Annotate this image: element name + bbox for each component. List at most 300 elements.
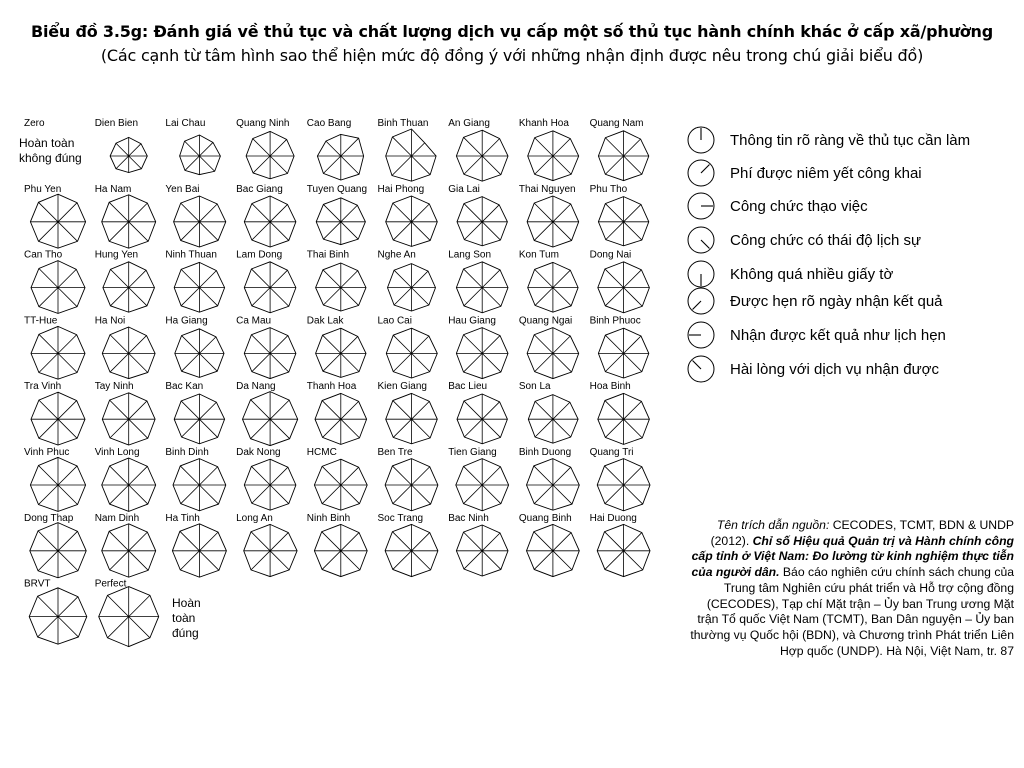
star-label-an-giang: An Giang [448, 118, 490, 129]
star-ray-bac-lieu-2 [482, 402, 499, 419]
star-ray-thanh-hoa-8 [322, 401, 341, 420]
star-ray-quang-binh-8 [534, 532, 553, 551]
star-ray-quang-ninh-4 [270, 156, 287, 173]
star-label-ha-tinh: Ha Tinh [165, 512, 200, 524]
star-ray-hcmc-6 [322, 485, 341, 504]
star-ray-brvt-4 [58, 617, 78, 637]
star-ray-thai-nguyen-6 [534, 222, 553, 241]
star-ray-soc-trang-8 [392, 532, 411, 551]
star-ray-binh-dinh-8 [180, 466, 199, 485]
star-ray-nam-dinh-4 [129, 551, 149, 571]
star-ray-dak-lak-2 [341, 336, 358, 353]
star-label-nam-dinh: Nam Dinh [94, 512, 140, 524]
star-ray-thai-nguyen-2 [553, 204, 571, 222]
star-ray-soc-trang-2 [412, 533, 430, 551]
star-ray-ha-nam-6 [109, 222, 129, 242]
star-ray-tra-vinh-8 [39, 400, 58, 419]
star-nghe-an [378, 250, 436, 311]
star-label-quang-binh: Quang Binh [518, 512, 572, 524]
star-ray-gia-lai-4 [482, 222, 500, 240]
legend-key-6 [686, 286, 716, 316]
star-ray-ninh-thuan-4 [199, 288, 217, 306]
star-ray-phu-yen-4 [58, 222, 78, 242]
star-dien-bien [95, 118, 148, 173]
star-ray-dien-bien-8 [116, 143, 129, 156]
star-ray-ninh-binh-8 [322, 532, 341, 551]
star-ray-nghe-an-2 [412, 271, 429, 288]
star-label-nghe-an: Nghe An [377, 249, 416, 261]
star-ray-brvt-8 [38, 596, 58, 616]
star-ray-tuyen-quang-4 [341, 222, 358, 239]
star-ray-nam-dinh-6 [110, 551, 129, 570]
star-ray-gia-lai-2 [482, 205, 499, 222]
star-ray-cao-bang-6 [323, 156, 340, 173]
star-ray-binh-phuoc-8 [605, 335, 623, 353]
star-ray-tra-vinh-6 [39, 419, 58, 438]
star-lao-cai [378, 315, 438, 378]
legend-key-5 [686, 259, 716, 289]
star-ray-quang-ninh-6 [253, 156, 270, 173]
star-ray-ha-giang-6 [182, 353, 200, 371]
star-ray-hai-duong-6 [605, 551, 624, 570]
star-binh-dinh [165, 447, 225, 511]
star-ray-khanh-hoa-8 [535, 138, 553, 156]
citation-authors: CECODES, TCMT, BDN & UNDP (2012). [710, 518, 1014, 548]
citation-lead: Tên trích dẫn nguồn: [716, 518, 830, 532]
star-ray-hau-giang-4 [482, 353, 501, 372]
star-ray-hoa-binh-8 [605, 401, 624, 420]
star-bac-kan [165, 381, 224, 444]
star-label-soc-trang: Soc Trang [377, 512, 424, 524]
star-ray-ha-noi-4 [129, 353, 148, 372]
star-label-ha-noi: Ha Noi [94, 315, 126, 327]
star-ray-kien-giang-8 [393, 401, 412, 420]
star-ray-vinh-long-6 [110, 485, 129, 504]
star-ray-binh-phuoc-6 [605, 353, 623, 371]
star-ray-hai-duong-8 [605, 532, 624, 551]
star-ray-ha-noi-6 [110, 353, 129, 372]
star-ray-an-giang-6 [464, 156, 482, 174]
star-label-bac-kan: Bac Kan [165, 381, 204, 393]
star-tra-vinh [24, 381, 85, 445]
star-ray-thai-nguyen-4 [553, 222, 572, 241]
star-label-gia-lai: Gia Lai [448, 183, 480, 195]
star-label-dien-bien: Dien Bien [94, 118, 139, 129]
star-ray-dak-lak-4 [341, 353, 359, 371]
star-ray-hai-duong-4 [624, 551, 643, 570]
star-ray-phu-tho-8 [605, 204, 623, 222]
star-ray-binh-duong-4 [553, 485, 572, 504]
star-ray-dien-bien-6 [116, 156, 129, 169]
star-son-la [519, 381, 578, 443]
star-label-tuyen-quang: Tuyen Quang [306, 183, 368, 195]
star-lam-dong [236, 250, 296, 313]
star-ray-binh-dinh-4 [199, 485, 218, 504]
star-ray-dong-nai-8 [605, 269, 624, 288]
citation-body: Báo cáo nghiên cứu chính sách chung của Trung tâm Nghiên cứu phát triển và Hỗ trợ cộng đồng (CECODES), Tạp chí Mặt trận – Ủy ban Trung ương Mặt trận Tổ quốc Việt Nam (TCMT), Ban Dân nguyện – Ủy ban thường vụ Quốc hội (BDN), và Chương trình Phát triển Liên Hợp quốc (UNDP). Hà Nội, Việt Nam, tr. 87 [690, 565, 1014, 658]
star-ray-hai-phong-6 [393, 222, 411, 240]
star-hau-giang [448, 315, 508, 378]
star-ray-bac-kan-2 [199, 402, 216, 419]
star-ray-dong-thap-8 [38, 531, 58, 551]
star-ca-mau [236, 315, 296, 378]
star-quang-ngai [519, 315, 579, 378]
star-ray-khanh-hoa-6 [535, 156, 553, 174]
legend-label-6: Được hẹn rõ ngày nhận kết quả [730, 292, 943, 310]
star-ray-lao-cai-6 [393, 353, 411, 371]
star-ray-ca-mau-8 [251, 335, 270, 354]
star-ray-phu-yen-2 [58, 203, 77, 222]
star-ray-tay-ninh-8 [110, 400, 129, 419]
star-ray-hau-giang-8 [464, 335, 483, 354]
star-ray-vinh-long-4 [129, 485, 148, 504]
star-ray-dak-lak-8 [323, 335, 341, 353]
star-ray-long-an-2 [270, 533, 288, 551]
star-ray-phu-yen-6 [38, 222, 58, 242]
star-ray-kon-tum-2 [553, 270, 570, 287]
star-hoa-binh [590, 381, 650, 444]
star-ray-ninh-thuan-6 [181, 288, 199, 306]
star-ray-bac-ninh-2 [482, 533, 500, 551]
star-ray-ha-tinh-8 [180, 531, 200, 551]
legend-key-1 [686, 125, 716, 155]
star-hai-duong [590, 513, 650, 577]
star-label-kien-giang: Kien Giang [377, 381, 427, 393]
star-ray-dong-thap-4 [58, 551, 78, 571]
star-ray-lam-dong-8 [251, 269, 270, 288]
star-ray-vinh-phuc-6 [38, 485, 58, 505]
star-label-ha-giang: Ha Giang [165, 315, 208, 327]
star-ray-dien-bien-4 [129, 156, 142, 169]
star-label-hoa-binh: Hoa Binh [589, 381, 631, 393]
star-label-hai-phong: Hai Phong [377, 183, 425, 195]
star-quang-nam [590, 118, 649, 181]
star-ray-ha-giang-4 [199, 353, 217, 371]
star-ray-binh-duong-6 [534, 485, 553, 504]
star-ray-quang-tri-6 [605, 485, 624, 504]
star-label-phu-tho: Phu Tho [589, 183, 628, 195]
star-ray-nam-dinh-8 [109, 531, 129, 551]
star-ray-bac-giang-2 [270, 204, 287, 221]
star-ray-perfect-2 [129, 595, 150, 616]
star-zero [24, 118, 45, 129]
star-ray-khanh-hoa-4 [553, 156, 571, 174]
star-label-vinh-phuc: Vinh Phuc [24, 447, 70, 458]
star-ray-long-an-6 [251, 551, 270, 570]
legend-label-7: Nhận được kết quả như lịch hẹn [730, 326, 946, 344]
legend-key-4 [686, 225, 716, 255]
star-kien-giang [378, 381, 438, 444]
star-ray-quang-ninh-2 [270, 139, 287, 156]
star-ray-hcmc-8 [322, 466, 341, 485]
star-ray-ha-nam-2 [129, 203, 148, 222]
star-ray-bac-ninh-6 [464, 551, 482, 569]
star-ray-tien-giang-6 [464, 485, 483, 504]
star-ray-kon-tum-6 [535, 288, 553, 306]
star-ray-dong-thap-6 [38, 551, 58, 571]
star-ray-tuyen-quang-8 [323, 204, 340, 221]
star-label-binh-thuan: Binh Thuan [377, 118, 429, 129]
legend-key-7 [686, 320, 716, 350]
star-ray-lao-cai-2 [412, 336, 429, 353]
star-ray-perfect-4 [129, 617, 150, 638]
star-dak-lak [307, 315, 366, 377]
star-ray-hoa-binh-2 [624, 401, 642, 419]
star-ray-vinh-phuc-4 [58, 485, 78, 505]
star-ray-ha-giang-2 [199, 337, 216, 354]
star-ray-hoa-binh-6 [605, 419, 623, 437]
star-ray-tay-ninh-4 [129, 419, 148, 438]
star-label-dong-thap: Dong Thap [24, 512, 74, 524]
star-phu-tho [590, 184, 649, 246]
legend-label-8: Hài lòng với dịch vụ nhận được [730, 360, 939, 378]
star-ray-ha-nam-8 [109, 202, 129, 222]
star-thai-binh [307, 250, 366, 311]
star-ray-bac-lieu-6 [464, 419, 482, 437]
star-ray-gia-lai-8 [464, 204, 482, 222]
star-ray-hai-phong-2 [412, 204, 430, 222]
star-ray-bac-ninh-8 [464, 532, 483, 551]
star-ray-lam-dong-6 [252, 288, 270, 306]
perfect-reference-label: Hoàn toàn đúng [172, 596, 201, 640]
star-label-thai-nguyen: Thai Nguyen [518, 183, 576, 195]
star-label-tien-giang: Tien Giang [448, 447, 497, 458]
star-ray-an-giang-2 [482, 139, 499, 156]
star-ray-ha-tinh-4 [199, 551, 219, 571]
star-label-dak-nong: Dak Nong [236, 447, 281, 458]
star-ray-ca-mau-6 [252, 353, 270, 371]
star-ray-quang-nam-8 [605, 138, 623, 156]
star-ray-hau-giang-2 [482, 336, 500, 354]
star-ray-dak-nong-6 [252, 485, 270, 503]
star-label-bac-lieu: Bac Lieu [448, 381, 488, 393]
star-quang-ninh [236, 118, 294, 179]
star-ray-lam-dong-4 [270, 288, 289, 307]
star-ray-thanh-hoa-4 [341, 419, 360, 438]
star-ray-quang-binh-2 [553, 533, 571, 551]
star-ray-lai-chau-2 [199, 142, 213, 156]
star-bac-giang [236, 184, 296, 247]
star-ha-noi [95, 315, 155, 378]
star-label-hai-duong: Hai Duong [589, 512, 637, 524]
star-label-lam-dong: Lam Dong [236, 249, 283, 261]
star-label-quang-nam: Quang Nam [589, 118, 644, 129]
star-ray-cao-bang-8 [326, 141, 341, 156]
star-ray-ben-tre-2 [412, 467, 430, 485]
star-ray-binh-duong-2 [553, 467, 571, 485]
star-label-dak-lak: Dak Lak [306, 315, 344, 327]
star-ray-quang-tri-4 [624, 485, 643, 504]
star-ray-binh-duong-8 [534, 466, 553, 485]
star-ray-lang-son-2 [482, 270, 500, 288]
star-ray-khanh-hoa-2 [553, 139, 570, 156]
star-ray-phu-yen-8 [38, 202, 58, 222]
star-ray-lang-son-8 [464, 269, 483, 288]
star-ray-bac-kan-6 [182, 419, 200, 437]
star-ray-thai-binh-8 [323, 270, 341, 288]
star-thai-nguyen [519, 184, 579, 247]
star-label-binh-phuoc: Binh Phuoc [589, 315, 641, 327]
star-ray-quang-ngai-4 [553, 353, 572, 372]
star-bac-lieu [448, 381, 507, 444]
star-label-bac-giang: Bac Giang [236, 183, 283, 195]
star-ray-an-giang-8 [464, 137, 483, 156]
star-khanh-hoa [519, 118, 579, 181]
star-ray-son-la-4 [553, 419, 571, 437]
star-ray-phu-tho-6 [606, 222, 624, 240]
star-ray-binh-dinh-2 [199, 467, 217, 485]
star-ray-ben-tre-6 [393, 485, 412, 504]
star-ray-yen-bai-4 [199, 222, 218, 241]
star-dong-thap [24, 513, 86, 578]
star-ray-ninh-binh-2 [341, 533, 359, 551]
star-ray-thanh-hoa-2 [341, 401, 359, 419]
star-dak-nong [236, 447, 296, 510]
star-soc-trang [378, 513, 438, 577]
star-ray-kien-giang-6 [393, 419, 411, 437]
source-citation [688, 518, 1014, 659]
star-binh-duong [519, 447, 579, 510]
star-ray-dong-thap-2 [58, 531, 78, 551]
star-ray-binh-thuan-2 [412, 143, 425, 156]
star-ray-nam-dinh-2 [129, 532, 148, 551]
star-ray-lao-cai-4 [412, 353, 430, 371]
star-ray-tt-hue-4 [58, 353, 77, 372]
star-ray-quang-nam-6 [605, 156, 623, 174]
star-label-hau-giang: Hau Giang [448, 315, 497, 327]
star-ray-bac-lieu-4 [482, 419, 500, 437]
star-brvt [24, 579, 87, 645]
star-ray-can-tho-4 [58, 288, 77, 307]
star-ray-dak-nong-4 [270, 485, 289, 504]
star-ray-ha-nam-4 [129, 222, 149, 242]
legend-key-3 [686, 191, 716, 221]
star-label-quang-ngai: Quang Ngai [518, 315, 573, 327]
star-ray-long-an-8 [251, 532, 270, 551]
star-ray-bac-giang-4 [270, 222, 289, 241]
star-ray-quang-ninh-8 [253, 139, 270, 156]
star-ray-can-tho-6 [39, 288, 58, 307]
star-ray-vinh-phuc-8 [38, 465, 58, 485]
star-ray-binh-thuan-8 [392, 137, 411, 156]
star-ha-tinh [165, 513, 226, 577]
star-ben-tre [378, 447, 438, 511]
star-ray-tt-hue-8 [39, 334, 58, 353]
star-label-ha-nam: Ha Nam [94, 183, 132, 195]
star-ray-tay-ninh-2 [129, 401, 147, 419]
star-ray-dak-nong-8 [251, 466, 270, 485]
star-ray-lang-son-4 [482, 288, 501, 307]
star-bac-ninh [448, 513, 508, 576]
legend-item-2 [686, 158, 922, 188]
star-ray-vinh-long-8 [110, 466, 129, 485]
star-tay-ninh [95, 381, 155, 445]
star-label-lang-son: Lang Son [448, 249, 492, 261]
star-ray-dak-lak-6 [323, 353, 341, 371]
star-hung-yen [95, 250, 155, 313]
star-ha-nam [95, 184, 156, 248]
star-nam-dinh [95, 513, 156, 577]
star-ray-cao-bang-4 [341, 156, 359, 174]
star-label-da-nang: Da Nang [236, 381, 276, 393]
star-ray-lai-chau-8 [185, 141, 200, 156]
star-ninh-thuan [165, 250, 224, 313]
star-ray-kon-tum-4 [553, 288, 571, 306]
star-ray-ha-tinh-6 [180, 551, 199, 570]
star-ray-hung-yen-8 [110, 269, 128, 287]
star-ray-hung-yen-6 [110, 288, 128, 306]
star-ray-tay-ninh-6 [110, 419, 129, 438]
star-ray-ha-noi-8 [110, 335, 129, 354]
star-ray-ben-tre-4 [412, 485, 431, 504]
star-label-kon-tum: Kon Tum [518, 249, 559, 261]
citation-work-title: Chỉ số Hiệu quả Quản trị và Hành chính công cấp tỉnh ở Việt Nam: Đo lường từ kinh nghiệm thực tiễn của người dân. [691, 533, 1014, 580]
star-ray-lai-chau-6 [185, 156, 199, 170]
star-ray-lai-chau-4 [199, 156, 214, 171]
star-ray-bac-lieu-8 [464, 401, 482, 419]
star-label-tay-ninh: Tay Ninh [94, 381, 134, 393]
star-ray-hai-phong-4 [412, 222, 431, 241]
star-long-an [236, 513, 297, 577]
star-cao-bang [307, 118, 364, 180]
star-outline-lai-chau [180, 135, 221, 175]
legend-item-5 [686, 259, 893, 289]
star-label-yen-bai: Yen Bai [165, 183, 200, 195]
star-ninh-binh [307, 513, 367, 577]
star-quang-binh [519, 513, 579, 577]
star-ray-tien-giang-2 [482, 467, 500, 485]
star-ray-binh-thuan-6 [392, 156, 412, 176]
star-ray-thai-nguyen-8 [534, 203, 553, 222]
star-perfect [95, 579, 159, 647]
legend-label-4: Công chức có thái độ lịch sự [730, 231, 922, 249]
star-ray-tra-vinh-2 [58, 401, 77, 420]
star-ray-dak-nong-2 [270, 467, 288, 485]
star-label-tt-hue: TT-Hue [24, 315, 58, 327]
star-ray-quang-ngai-6 [535, 353, 553, 371]
star-ray-quang-binh-4 [553, 551, 572, 570]
star-can-tho [24, 250, 85, 314]
star-label-son-la: Son La [518, 381, 551, 393]
star-ray-da-nang-6 [251, 419, 271, 439]
star-phu-yen [24, 184, 86, 248]
legend-item-8 [686, 354, 939, 384]
star-ray-ca-mau-4 [270, 353, 289, 372]
star-ray-bac-ninh-4 [482, 551, 501, 570]
star-ray-phu-tho-4 [624, 222, 642, 240]
star-ray-gia-lai-6 [464, 222, 482, 240]
star-label-quang-ninh: Quang Ninh [236, 118, 290, 129]
star-label-khanh-hoa: Khanh Hoa [518, 118, 569, 129]
star-ray-phu-tho-2 [624, 204, 641, 221]
legend-item-7 [686, 320, 946, 350]
star-ray-kien-giang-2 [412, 401, 430, 419]
star-label-binh-dinh: Binh Dinh [165, 447, 209, 458]
star-ray-tien-giang-8 [464, 466, 483, 485]
star-ray-ha-tinh-2 [199, 532, 218, 551]
star-ray-bac-kan-4 [199, 419, 217, 437]
star-label-long-an: Long An [236, 512, 273, 524]
star-ray-thai-binh-4 [341, 288, 359, 306]
legend-key-2 [686, 158, 716, 188]
star-ray-yen-bai-6 [181, 222, 200, 241]
star-ray-son-la-2 [553, 402, 570, 419]
star-yen-bai [165, 184, 225, 247]
star-ray-kon-tum-8 [535, 269, 553, 287]
star-ray-yen-bai-2 [199, 204, 217, 222]
star-label-thanh-hoa: Thanh Hoa [306, 381, 357, 393]
star-ray-da-nang-4 [270, 419, 290, 439]
